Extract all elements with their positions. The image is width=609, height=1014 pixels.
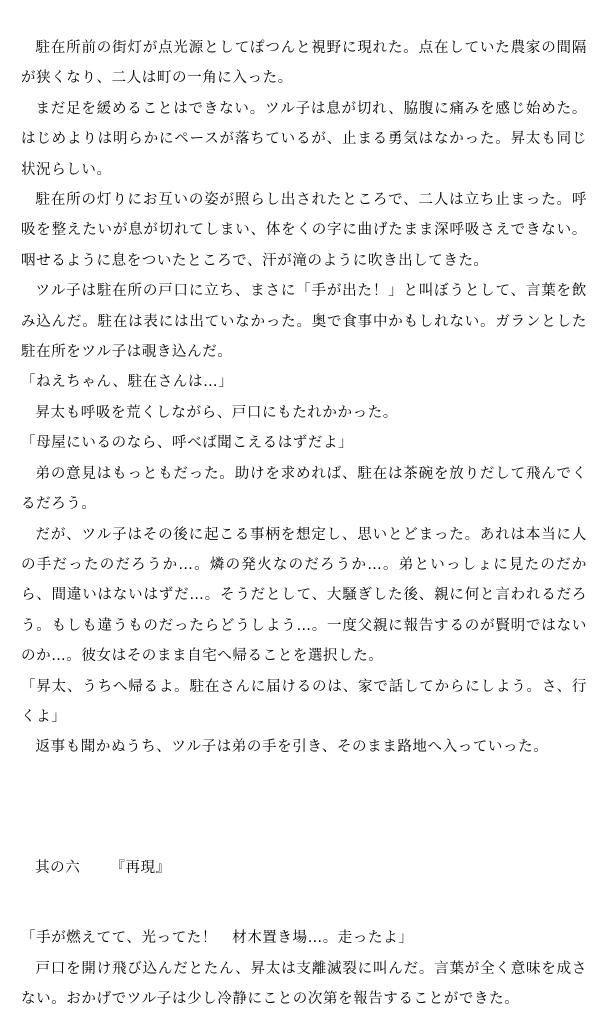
- paragraph-3: 駐在所の灯りにお互いの姿が照らし出されたところで、二人は立ち止まった。呼吸を整えたいが息が切れてしまい、体をくの字に曲げたまま深呼吸さえできない。咽せるように息をついたところで、汗が滝のように吹き出してきた。: [21, 192, 587, 269]
- paragraph-7: だが、ツル子はその後に起こる事柄を想定し、思いとどまった。あれは本当に人の手だったのだろうか…。燐の発火なのだろうか…。弟といっしょに見たのだから、間違いはないはずだ…。そうだとして、大騒ぎした後、親に何と言われるだろう。もしも違うものだったらどうしよう…。一度父親に報告するのが賢明ではないのか…。彼女はそのまま自宅へ帰ることを選択した。: [21, 526, 587, 665]
- chapter-number: 其の六: [35, 859, 81, 876]
- paragraph-5: 昇太も呼吸を荒くしながら、戸口にもたれかかった。: [35, 404, 398, 421]
- paragraph-2: まだ足を緩めることはできない。ツル子は息が切れ、脇腹に痛みを感じ始めた。はじめよりは明らかにペースが落ちているが、止まる勇気はなかった。昇太も同じ状況らしい。: [21, 100, 587, 178]
- paragraph-6: 弟の意見はもっともだった。助けを求めれば、駐在は茶碗を放りだして飛んでくるだろう。: [21, 465, 587, 513]
- chapter-title: 『再現』: [110, 859, 171, 876]
- dialogue-3: 「昇太、うちへ帰るよ。駐在さんに届けるのは、家で話してからにしよう。さ、行くよ」: [21, 678, 587, 725]
- section-gap: [21, 763, 587, 853]
- chapter-heading: [35, 853, 587, 883]
- paragraph-9: 戸口を開け飛び込んだとたん、昇太は支離滅裂に叫んだ。言葉が全く意味を成さない。おかげでツル子は少し冷静にことの次第を報告することができた。: [21, 960, 587, 1007]
- paragraph-4: ツル子は駐在所の戸口に立ち、まさに「手が出た！」と叫ぼうとして、言葉を飲み込んだ。駐在は表には出ていなかった。奥で食事中かもしれない。ガランとした駐在所をツル子は覗き込んだ。: [21, 283, 587, 361]
- dialogue-4: 「手が燃えてて、光ってた！ 材木置き場…。走ったよ」: [21, 930, 414, 947]
- paragraph-8: 返事も聞かぬうち、ツル子は弟の手を引き、そのまま路地へ入っていった。: [35, 739, 549, 756]
- dialogue-1: 「ねえちゃん、駐在さんは…」: [21, 374, 234, 391]
- dialogue-2: 「母屋にいるのなら、呼べば聞こえるはずだよ」: [21, 435, 354, 452]
- paragraph-1: 駐在所前の街灯が点光源としてぽつんと視野に現れた。点在していた農家の間隔が狭くなり、二人は町の一角に入った。: [21, 40, 587, 87]
- heading-gap: [21, 883, 587, 923]
